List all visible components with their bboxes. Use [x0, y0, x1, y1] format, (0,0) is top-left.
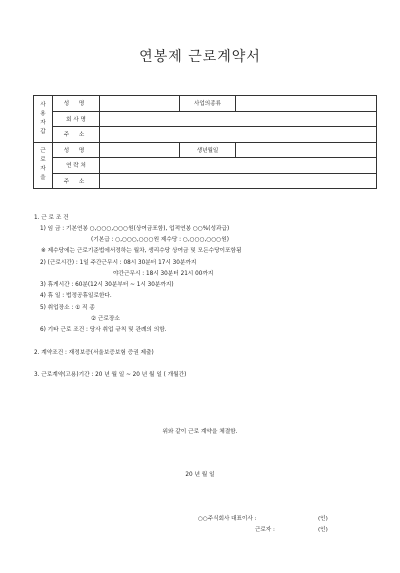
section-working-conditions: 1. 근 로 조 건	[34, 215, 69, 221]
clause-working-hours: 2) (근로시간) : 1일 주간근무시 : 08시 30분터 17시 30분까지	[40, 260, 197, 266]
worker-name-label: 성 명	[53, 142, 100, 158]
employer-name-value[interactable]	[100, 96, 180, 112]
section-contract-terms: 2. 계약조건 : 재정보증(서울보증보험 증권 제출)	[34, 350, 154, 356]
worker-contact-label: 연 락 처	[53, 158, 100, 174]
employer-name-label: 성 명	[53, 96, 100, 112]
employer-address-value[interactable]	[100, 127, 377, 143]
document-title: 연봉제 근로계약서	[139, 49, 261, 65]
section-contract-period: 3. 근로계약(고용)기간 : 20 년 월 일 ~ 20 년 월 일 ( 개월간)	[34, 372, 187, 378]
clause-other-conditions: 6) 기타 근로 조건 : 당사 취업 규칙 및 관례의 의함.	[40, 327, 167, 333]
clause-wage-detail: (기본급 : ○,○○○,○○○원 제수당 : ○,○○○,○○○원)	[91, 237, 229, 243]
worker-address-label: 주 소	[53, 173, 100, 189]
agreement-statement: 위와 같이 근로 계약을 체결함.	[162, 429, 238, 435]
clause-holidays: 4) 휴 일 : 법정공휴일로한다.	[40, 293, 112, 299]
clause-night-hours: 야간근무시 : 18시 30분터 21시 00까지	[113, 271, 214, 277]
company-name-value[interactable]	[100, 111, 377, 127]
worker-name-value[interactable]	[100, 142, 180, 158]
worker-group-label: 근 로 자 을	[34, 142, 53, 189]
worker-contact-value[interactable]	[100, 158, 377, 174]
company-name-label: 회 사 명	[53, 111, 100, 127]
clause-break-time: 3) 휴게시간 : 60분(12시 30분부터 ~ 1시 30분까지)	[40, 282, 174, 288]
birthdate-label: 생년월일	[180, 142, 236, 158]
business-type-value[interactable]	[236, 96, 377, 112]
business-type-label: 사업의종류	[180, 96, 236, 112]
employer-group-label: 사 용 자 갑	[34, 96, 53, 143]
party-info-table	[33, 95, 377, 189]
employer-address-label: 주 소	[53, 127, 100, 143]
clause-workplace: 5) 취업장소 : ① 직 종	[40, 305, 95, 311]
contract-date: 20 년 월 일	[185, 472, 215, 478]
worker-seal-mark[interactable]: (인)	[318, 527, 328, 533]
worker-signature-label: 근로자 :	[255, 527, 275, 533]
worker-address-value[interactable]	[100, 173, 377, 189]
clause-work-location: ② 근로장소	[91, 316, 120, 322]
clause-wage: 1) 임 금 : 기본연봉 ○,○○○,○○○원(상여금포함), 업적연봉 ○○%(성과급)	[40, 226, 230, 232]
company-representative-label: ○○주식회사 대표이사 :	[198, 516, 257, 522]
clause-allowance-note: ※ 제수당에는 근로기준법에서정하는 월차, 생리수당 상여금 및 모든수당이포함됨	[41, 248, 242, 254]
birthdate-value[interactable]	[236, 142, 377, 158]
company-seal-mark[interactable]: (인)	[318, 516, 328, 522]
